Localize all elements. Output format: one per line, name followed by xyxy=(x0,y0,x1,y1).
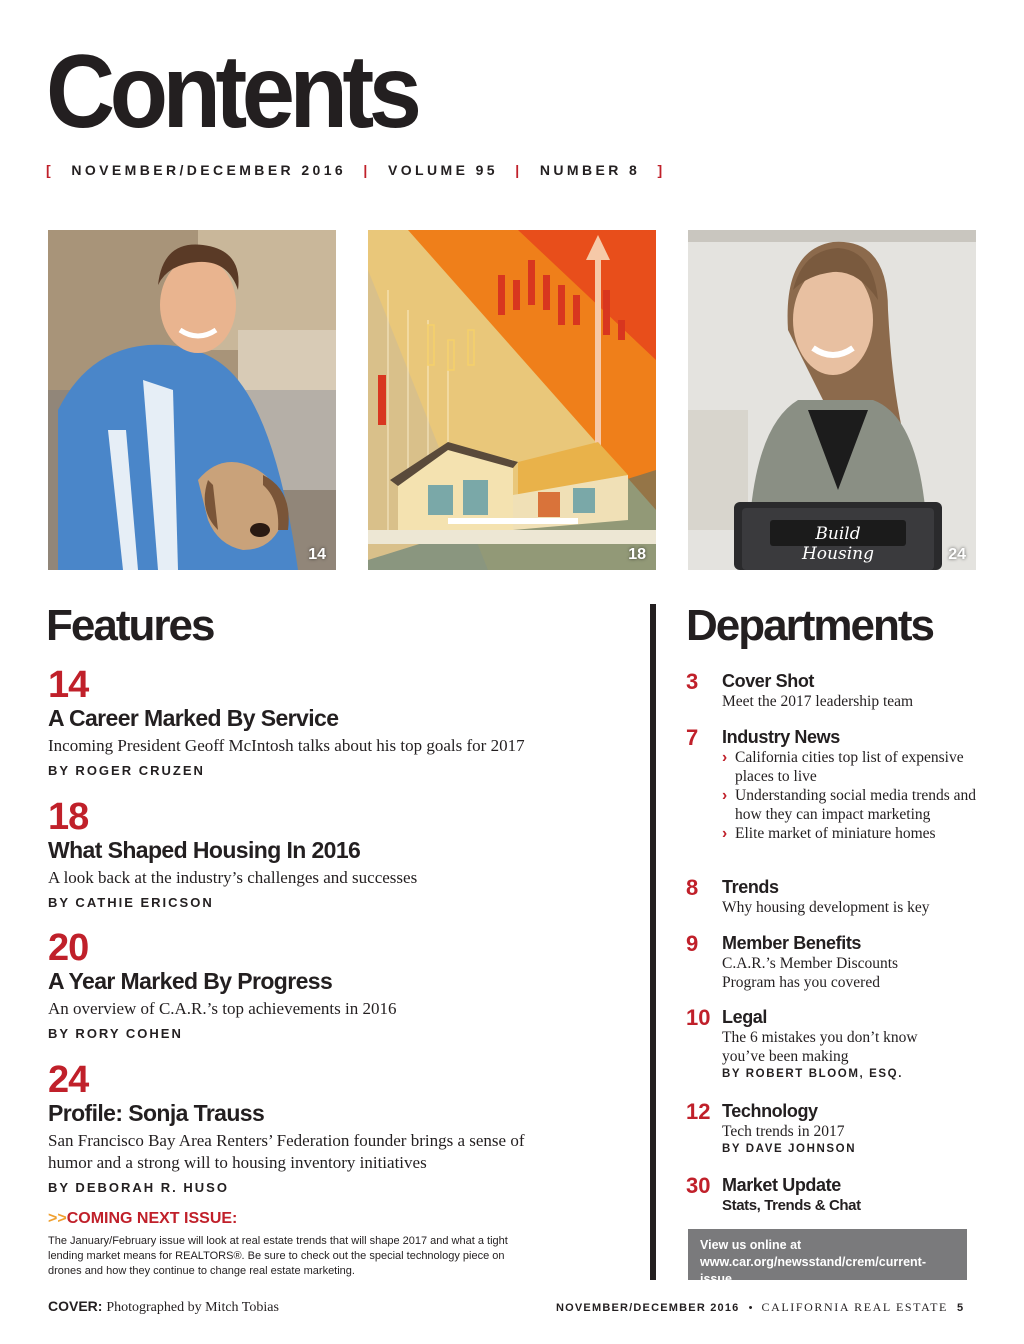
chevron-right-icon: › xyxy=(722,825,728,842)
department-bullet xyxy=(722,786,986,824)
department-byline: BY DAVE JOHNSON xyxy=(722,1143,857,1155)
feature-byline: BY RORY COHEN xyxy=(48,1026,183,1042)
issue-date: NOVEMBER/DECEMBER 2016 xyxy=(71,162,347,178)
feature-byline: BY ROGER CRUZEN xyxy=(48,763,205,779)
feature-item[interactable] xyxy=(48,666,608,778)
coming-body: The January/February issue will look at real estate trends that will shape 2017 and what a tight lending market means for REALTORS®. Be sure to check out the special technology piece on drones and how they continue to change real estate marketing. xyxy=(48,1235,508,1277)
photo-page-number: 14 xyxy=(308,546,326,563)
feature-title: Profile: Sonja Trauss xyxy=(48,1100,265,1126)
photo-page-number: 18 xyxy=(628,546,646,563)
department-item[interactable] xyxy=(686,876,986,917)
issue-separator: | xyxy=(515,162,523,178)
department-desc: Tech trends in 2017 xyxy=(722,1123,845,1140)
column-divider xyxy=(650,604,656,1280)
feature-item[interactable] xyxy=(48,1061,568,1195)
department-page: 12 xyxy=(686,1099,711,1124)
department-title: Technology xyxy=(722,1101,818,1121)
coming-heading xyxy=(48,1210,518,1228)
feature-desc: An overview of C.A.R.’s top achievements in 2016 xyxy=(48,999,397,1019)
department-item[interactable] xyxy=(686,726,986,843)
feature-photo-profile[interactable] xyxy=(688,230,976,570)
issue-line xyxy=(46,162,666,178)
feature-photo-housing-2016[interactable] xyxy=(368,230,656,570)
department-page: 3 xyxy=(686,669,699,694)
department-page: 8 xyxy=(686,875,699,900)
page-footer xyxy=(556,1300,964,1315)
department-desc: Meet the 2017 leadership team xyxy=(722,693,914,710)
view-online-link[interactable]: View us online at www.car.org/newsstand/crem/current-issue xyxy=(688,1229,967,1280)
chevron-right-icon: › xyxy=(722,787,728,804)
department-byline: BY ROBERT BLOOM, ESQ. xyxy=(722,1068,903,1080)
cover-text: Photographed by Mitch Tobias xyxy=(106,1300,279,1315)
chevron-right-icon: › xyxy=(722,749,728,766)
department-desc: C.A.R.’s Member Discounts Program has you covered xyxy=(722,955,899,991)
coming-heading-text: COMING NEXT ISSUE: xyxy=(66,1210,238,1227)
feature-byline: BY CATHIE ERICSON xyxy=(48,895,214,911)
feature-desc: San Francisco Bay Area Renters’ Federation founder brings a sense of humor and a strong will to housing inventory initiatives xyxy=(48,1131,525,1173)
feature-page: 14 xyxy=(48,664,89,706)
department-title: Market Update xyxy=(722,1175,841,1195)
feature-title: A Career Marked By Service xyxy=(48,705,339,731)
issue-number: NUMBER 8 xyxy=(539,162,641,178)
feature-photo-president[interactable] xyxy=(48,230,336,570)
department-page: 30 xyxy=(686,1173,711,1198)
department-item[interactable] xyxy=(686,1174,986,1215)
bracket-open: [ xyxy=(46,162,55,178)
bullet-text: Elite market of miniature homes xyxy=(735,825,936,842)
department-page: 9 xyxy=(686,931,699,956)
man-with-dog-illustration xyxy=(48,230,336,570)
departments-heading: Departments xyxy=(686,601,933,650)
feature-desc: Incoming President Geoff McIntosh talks about his top goals for 2017 xyxy=(48,736,525,756)
cover-credit xyxy=(48,1298,279,1316)
department-item[interactable] xyxy=(686,670,986,711)
department-bullet xyxy=(722,748,986,786)
department-title: Member Benefits xyxy=(722,933,862,953)
issue-separator: | xyxy=(363,162,371,178)
department-title: Cover Shot xyxy=(722,671,815,691)
department-desc: Why housing development is key xyxy=(722,899,930,916)
photo-page-number: 24 xyxy=(948,546,966,563)
department-item[interactable] xyxy=(686,1006,986,1080)
feature-page: 18 xyxy=(48,796,89,838)
feature-item[interactable] xyxy=(48,929,608,1041)
footer-page-number: 5 xyxy=(957,1302,965,1314)
feature-desc: A look back at the industry’s challenges and successes xyxy=(48,868,418,888)
chevron-double-right-icon: >> xyxy=(48,1210,67,1227)
features-heading: Features xyxy=(46,601,214,650)
footer-issue: NOVEMBER/DECEMBER 2016 xyxy=(556,1302,740,1314)
feature-item[interactable] xyxy=(48,798,608,910)
department-title: Industry News xyxy=(722,727,840,747)
department-desc: The 6 mistakes you don’t know you’ve been making xyxy=(722,1029,918,1065)
department-item[interactable] xyxy=(686,1100,986,1155)
issue-volume: VOLUME 95 xyxy=(388,162,498,178)
footer-bullet: • xyxy=(748,1302,753,1314)
feature-page: 20 xyxy=(48,927,89,969)
bullet-text: California cities top list of expensive places to live xyxy=(735,749,964,785)
housing-chart-illustration xyxy=(368,230,656,570)
department-page: 10 xyxy=(686,1005,711,1030)
department-bullet xyxy=(722,824,986,843)
woman-with-laptop-illustration xyxy=(688,230,976,570)
department-title: Legal xyxy=(722,1007,768,1027)
feature-page: 24 xyxy=(48,1059,89,1101)
department-page: 7 xyxy=(686,725,699,750)
cover-label: COVER: xyxy=(48,1298,103,1314)
feature-byline: BY DEBORAH R. HUSO xyxy=(48,1180,229,1196)
coming-next-issue xyxy=(48,1210,518,1279)
feature-title: A Year Marked By Progress xyxy=(48,968,333,994)
laptop-sticker-text: Build Housing xyxy=(801,524,874,564)
bullet-text: Understanding social media trends and how they can impact marketing xyxy=(735,787,977,823)
page-title: Contents xyxy=(46,34,417,150)
department-title: Trends xyxy=(722,877,779,897)
feature-title: What Shaped Housing In 2016 xyxy=(48,837,361,863)
department-item[interactable] xyxy=(686,932,986,992)
bracket-close: ] xyxy=(657,162,666,178)
footer-magazine: CALIFORNIA REAL ESTATE xyxy=(761,1300,948,1314)
department-subtitle: Stats, Trends & Chat xyxy=(722,1197,861,1214)
